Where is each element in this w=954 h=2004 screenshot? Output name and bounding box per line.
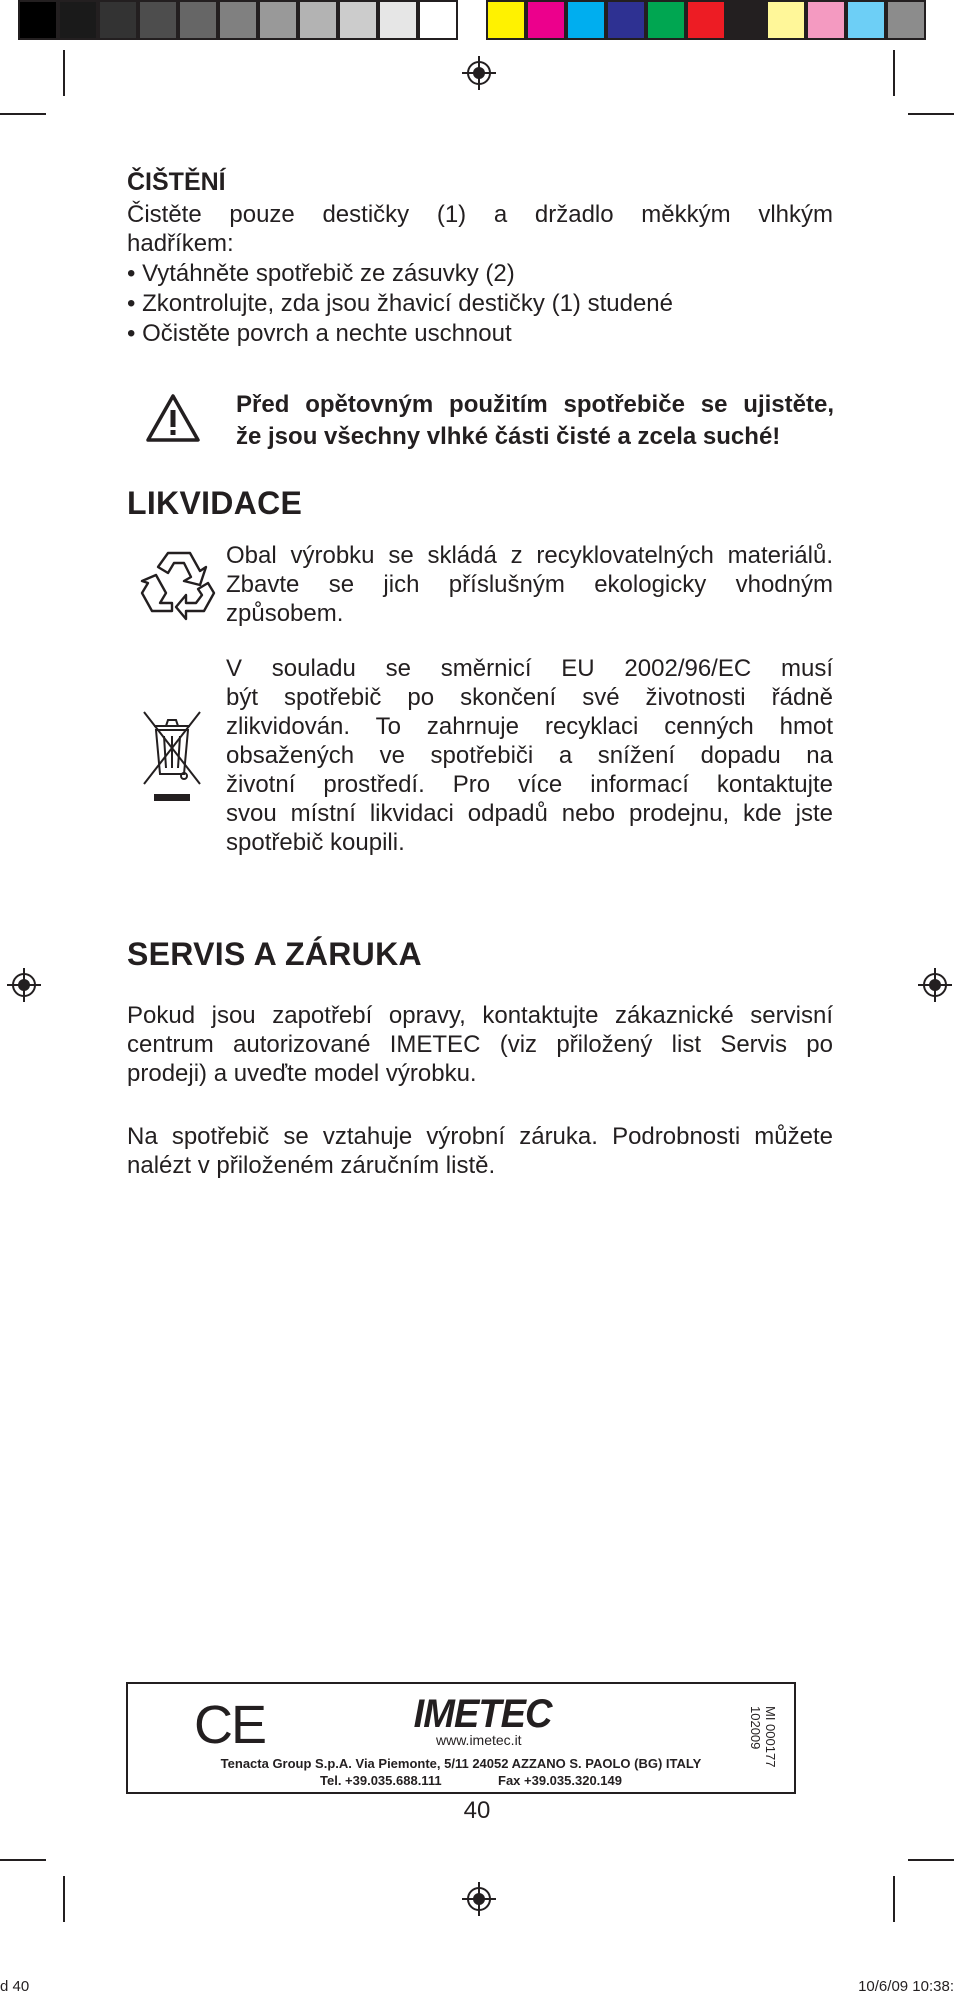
color-swatch [526, 0, 566, 40]
crop-mark [908, 1859, 954, 1861]
color-swatch [98, 0, 138, 40]
color-swatch [378, 0, 418, 40]
cleaning-bullet: • Vytáhněte spotřebič ze zásuvky (2) [127, 260, 515, 287]
service-heading: SERVIS A ZÁRUKA [127, 936, 422, 972]
color-swatch [18, 0, 58, 40]
recycle-icon [138, 545, 220, 623]
crop-mark [893, 50, 895, 96]
disposal-heading: LIKVIDACE [127, 485, 303, 521]
warning-triangle-icon [145, 393, 201, 443]
warranty-text-line: Na spotřebič se vztahuje výrobní záruka. Podrobnosti můžete [127, 1123, 833, 1150]
telephone-text: Tel. +39.035.688.111 [320, 1773, 442, 1788]
website-text: www.imetec.it [436, 1732, 522, 1748]
color-swatch [218, 0, 258, 40]
service-text-line: prodeji) a uveďte model výrobku. [127, 1060, 477, 1087]
warranty-text-line: nalézt v přiloženém záručním listě. [127, 1152, 496, 1179]
crop-mark [0, 1859, 46, 1861]
cleaning-bullet: • Zkontrolujte, zda jsou žhavicí destičky (1) studené [127, 290, 673, 317]
crossed-bin-icon [140, 708, 204, 804]
weee-text-line: životní prostředí. Pro více informací kontaktujte [226, 771, 833, 798]
warning-text-line: Před opětovným použitím spotřebiče se ujistěte, [236, 391, 834, 418]
ce-mark: CE [194, 1695, 266, 1755]
packaging-text-line: způsobem. [226, 600, 344, 627]
weee-text-line: zlikvidován. To zahrnuje recyklaci cenných hmot [226, 713, 833, 740]
crop-mark [893, 1876, 895, 1922]
color-swatch [178, 0, 218, 40]
process-color-bar [486, 0, 926, 44]
color-swatch [726, 0, 766, 40]
manufacturer-info-box [126, 1682, 796, 1794]
cleaning-heading: ČIŠTĚNÍ [127, 168, 226, 196]
cleaning-intro-line: hadříkem: [127, 230, 234, 257]
packaging-text-line: Obal výrobku se skládá z recyklovatelných materiálů. [226, 542, 833, 569]
weee-text-line: V souladu se směrnicí EU 2002/96/EC musí [226, 655, 833, 682]
crop-mark [63, 50, 65, 96]
color-swatch [138, 0, 178, 40]
color-swatch [766, 0, 806, 40]
color-swatch [806, 0, 846, 40]
color-swatch [646, 0, 686, 40]
color-swatch [566, 0, 606, 40]
registration-mark-icon [462, 1882, 496, 1916]
packaging-text-line: Zbavte se jich příslušným ekologicky vhodným [226, 571, 833, 598]
color-swatch [886, 0, 926, 40]
company-address: Tenacta Group S.p.A. Via Piemonte, 5/11 24052 AZZANO S. PAOLO (BG) ITALY [220, 1756, 702, 1771]
weee-text-line: spotřebič koupili. [226, 829, 405, 856]
crop-mark [0, 113, 46, 115]
service-text-line: centrum autorizované IMETEC (viz přiložený list Servis po [127, 1031, 833, 1058]
crop-mark [63, 1876, 65, 1922]
color-swatch [486, 0, 526, 40]
color-swatch [258, 0, 298, 40]
imetec-logo: IMETEC [413, 1692, 552, 1736]
service-text-line: Pokud jsou zapotřebí opravy, kontaktujte zákaznické servisní [127, 1002, 833, 1029]
slug-right: 10/6/09 10:38: [858, 1978, 954, 1995]
cleaning-intro-line: Čistěte pouze destičky (1) a držadlo měkkým vlhkým [127, 201, 833, 228]
document-code-line: 102009 [748, 1706, 763, 1750]
cleaning-bullet: • Očistěte povrch a nechte uschnout [127, 320, 512, 347]
slug-left: d 40 [0, 1978, 30, 1995]
grayscale-color-bar [18, 0, 458, 44]
warning-text-line: že jsou všechny vlhké části čisté a zcela suché! [236, 423, 781, 450]
page-number: 40 [463, 1797, 491, 1824]
weee-text-line: svou místní likvidaci odpadů nebo prodejnu, kde jste [226, 800, 833, 827]
registration-mark-icon [918, 968, 952, 1002]
color-swatch [338, 0, 378, 40]
color-swatch [58, 0, 98, 40]
color-swatch [686, 0, 726, 40]
weee-text-line: být spotřebič po skončení své životnosti řádně [226, 684, 833, 711]
color-swatch [298, 0, 338, 40]
color-swatch [418, 0, 458, 40]
document-code [748, 1706, 778, 1784]
color-swatch [606, 0, 646, 40]
fax-text: Fax +39.035.320.149 [498, 1773, 622, 1788]
registration-mark-icon [7, 968, 41, 1002]
weee-text-line: obsažených ve spotřebiči a snížení dopadu na [226, 742, 833, 769]
color-swatch [846, 0, 886, 40]
registration-mark-icon [462, 56, 496, 90]
crop-mark [908, 113, 954, 115]
document-code-line: MI 000177 [763, 1706, 778, 1768]
